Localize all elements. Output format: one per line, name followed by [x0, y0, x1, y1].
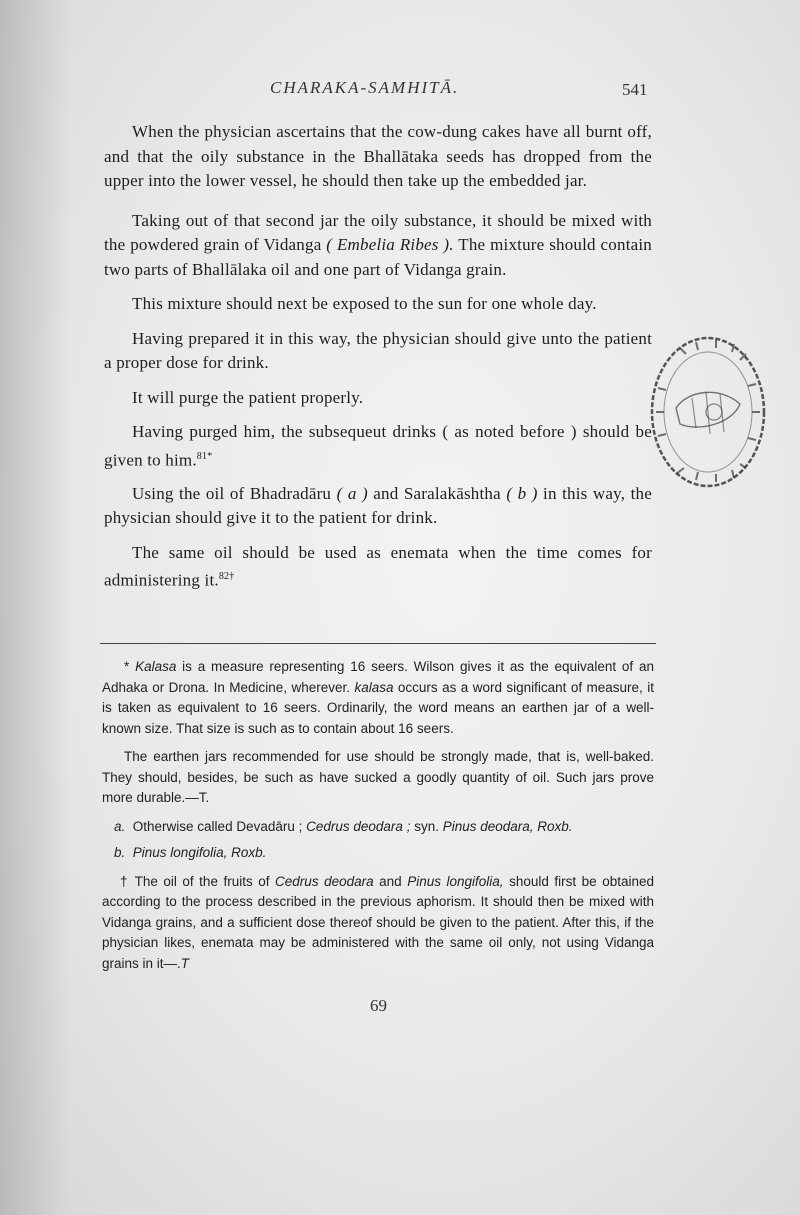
page-number: 541 [622, 80, 648, 99]
paragraph-7-rest: in this way, the physician should give it to the patient for drink. [104, 483, 652, 528]
footnote-kalasa [102, 657, 654, 739]
page-header [0, 78, 800, 108]
footnote-ref: 81* [196, 450, 213, 462]
running-title: CHARAKA-SAMHITĀ. [270, 78, 460, 97]
footnote-text: and [373, 873, 408, 889]
paragraph-7-text: Using the oil of Bhadradāru [132, 483, 337, 503]
footnote-text: is a measure representing 16 seers. Wilson gives it as the equivalent of an Adhaka or Drona. In Medicine, wherever. [102, 659, 654, 695]
paragraph-3: This mixture should next be exposed to the sun for one whole day. [132, 294, 597, 313]
paragraph-6-text: Having purged him, the subsequeut drinks ( as noted before ) should be given to him. [104, 422, 652, 470]
species-name: Cedrus deodara [275, 873, 374, 889]
footnote-text: occurs as a word significant of measure, it is taken as equivalent to 16 seers. Ordinarily, the word means an earthen jar of a well-known size. That size is such as to contain about 16 seers. [102, 679, 654, 736]
ref-a: ( a ) [336, 483, 368, 503]
paragraph-1: When the physician ascertains that the cow-dung cakes have all burnt off, and that the oily substance in the Bhallātaka seeds has dropped from the upper into the lower vessel, he should then take up the embedded jar. [104, 122, 652, 190]
main-text [104, 120, 652, 593]
footnote-ref: 82† [218, 571, 235, 583]
footnote-a [102, 817, 654, 838]
paragraph-8 [104, 541, 652, 594]
paragraph-7-mid: and Saralakāshtha [367, 483, 507, 503]
botanical-name: ( Embelia Ribes ). [326, 235, 454, 254]
footnote-label: a. [114, 818, 126, 834]
term: Kalasa [135, 659, 177, 674]
footnote-divider [100, 643, 656, 644]
page-shadow [0, 0, 70, 1215]
species-name: Pinus longifolia, [407, 873, 504, 889]
footnote-text: The oil of the fruits of [134, 873, 276, 889]
species-name: Cedrus deodara ; [306, 818, 411, 834]
library-stamp-icon [636, 328, 766, 496]
paragraph-2-rest: The mixture should contain two parts of Bhallālaka oil and one part of Vidanga grain. [104, 235, 652, 279]
term: kalasa [354, 679, 394, 695]
paragraph-2 [104, 209, 652, 283]
footnotes [102, 657, 654, 974]
species-name: Pinus longifolia, Roxb. [132, 845, 267, 860]
footnote-text: Otherwise called Devadāru ; [132, 818, 307, 834]
paragraph-4: Having prepared it in this way, the physician should give unto the patient a proper dose for drink. [104, 328, 652, 372]
paragraph-5: It will purge the patient properly. [132, 387, 364, 407]
signature-number: 69 [370, 996, 387, 1015]
footnote-jars: The earthen jars recommended for use should be strongly made, that is, well-baked. They should, besides, be such as have sucked a goodly quantity of oil. Such jars prove more durable.—T. [102, 749, 654, 805]
footnote-text: should first be obtained according to the process described in the previous aphorism. It should then be mixed with Vidanga grains, and a sufficient dose thereof should be given to the patient. After this, if the physician likes, enemata may be administered with the same oil only, not using Vidanga grains in it—. [102, 873, 655, 971]
footnote-mark: * [124, 659, 136, 674]
paragraph-2-text: Taking out of that second jar the oily substance, it should be mixed with the powdered grain of Vidanga [104, 210, 652, 254]
paragraph-8-text: The same oil should be used as enemata when the time comes for administering it. [104, 542, 652, 590]
footnote-text: syn. [410, 818, 443, 834]
paragraph-7 [104, 482, 652, 531]
translator-mark: T [180, 955, 190, 971]
footnote-b [102, 843, 654, 864]
footnote-label: b. [114, 845, 126, 860]
paragraph-6 [104, 420, 652, 473]
ref-b: ( b ) [506, 483, 538, 503]
species-name: Pinus deodara, Roxb. [442, 818, 573, 834]
footnote-dagger [102, 872, 654, 975]
footnote-mark: † [120, 873, 135, 889]
